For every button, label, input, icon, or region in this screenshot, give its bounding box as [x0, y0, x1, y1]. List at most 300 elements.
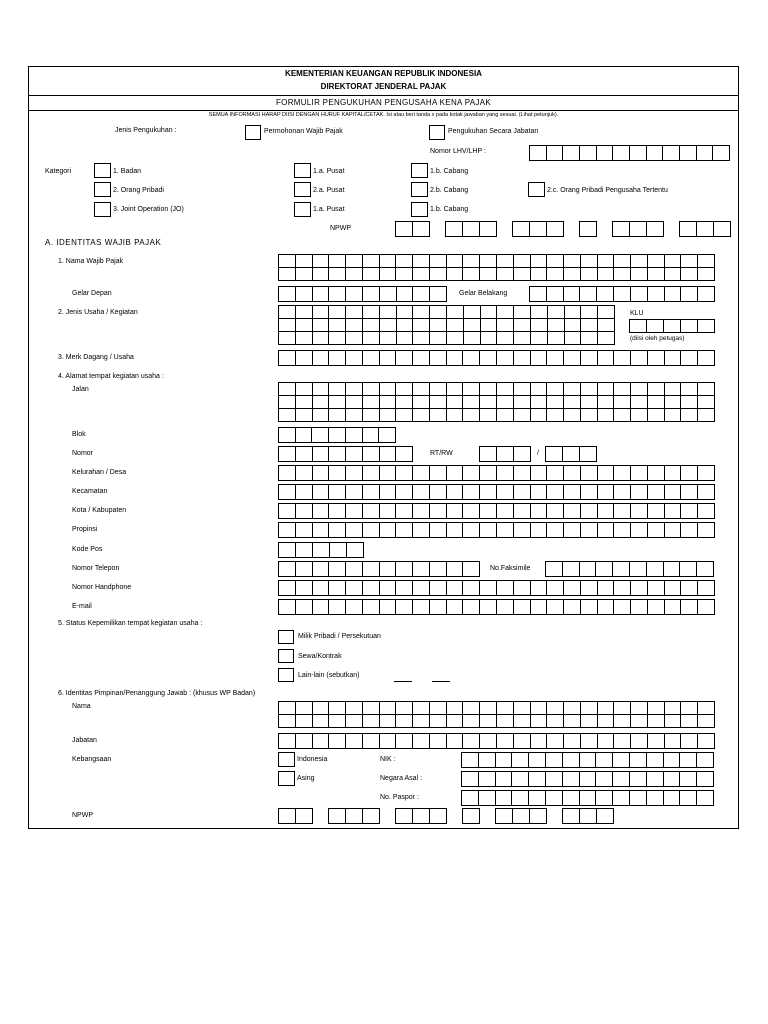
- char-box[interactable]: [630, 580, 648, 596]
- char-box[interactable]: [647, 382, 665, 396]
- char-box[interactable]: [562, 790, 580, 806]
- char-box[interactable]: [630, 701, 648, 715]
- char-box[interactable]: [529, 145, 547, 161]
- char-box[interactable]: [462, 484, 480, 500]
- nik-input[interactable]: [461, 752, 713, 767]
- char-box[interactable]: [395, 484, 413, 500]
- char-box[interactable]: [513, 503, 531, 519]
- char-box[interactable]: [564, 331, 582, 345]
- char-box[interactable]: [446, 599, 464, 615]
- char-box[interactable]: [630, 484, 648, 500]
- char-box[interactable]: [379, 395, 397, 409]
- char-box[interactable]: [580, 484, 598, 500]
- char-box[interactable]: [278, 331, 296, 345]
- char-box[interactable]: [362, 408, 380, 422]
- char-box[interactable]: [379, 580, 397, 596]
- char-box[interactable]: [630, 286, 648, 302]
- char-box[interactable]: [278, 733, 296, 749]
- char-box[interactable]: [680, 395, 698, 409]
- char-box[interactable]: [379, 331, 397, 345]
- cabang-1b-checkbox[interactable]: [411, 163, 428, 178]
- char-box[interactable]: [395, 580, 413, 596]
- char-box[interactable]: [647, 503, 665, 519]
- char-box[interactable]: [562, 145, 580, 161]
- char-box[interactable]: [379, 382, 397, 396]
- char-box[interactable]: [664, 395, 682, 409]
- char-box[interactable]: [697, 408, 715, 422]
- char-box[interactable]: [613, 382, 631, 396]
- char-box[interactable]: [395, 522, 413, 538]
- char-box[interactable]: [513, 484, 531, 500]
- char-box[interactable]: [278, 350, 296, 366]
- rt-input[interactable]: [479, 446, 530, 461]
- char-box[interactable]: [647, 701, 665, 715]
- milik-checkbox[interactable]: [278, 630, 294, 644]
- char-box[interactable]: [630, 395, 648, 409]
- char-box[interactable]: [562, 446, 580, 462]
- char-box[interactable]: [528, 752, 546, 768]
- char-box[interactable]: [312, 733, 330, 749]
- char-box[interactable]: [362, 701, 380, 715]
- char-box[interactable]: [295, 599, 313, 615]
- char-box[interactable]: [362, 561, 380, 577]
- char-box[interactable]: [396, 318, 414, 332]
- char-box[interactable]: [597, 714, 615, 728]
- char-box[interactable]: [278, 446, 296, 462]
- char-box[interactable]: [295, 350, 313, 366]
- char-box[interactable]: [462, 522, 480, 538]
- char-box[interactable]: [379, 701, 397, 715]
- char-box[interactable]: [412, 331, 430, 345]
- char-box[interactable]: [278, 580, 296, 596]
- char-box[interactable]: [429, 599, 447, 615]
- char-box[interactable]: [530, 503, 548, 519]
- char-box[interactable]: [379, 484, 397, 500]
- pusat-1a-jo-checkbox[interactable]: [294, 202, 311, 217]
- char-box[interactable]: [664, 503, 682, 519]
- email-input[interactable]: [278, 599, 714, 614]
- char-box[interactable]: [496, 408, 514, 422]
- char-box[interactable]: [446, 522, 464, 538]
- char-box[interactable]: [345, 286, 363, 302]
- char-box[interactable]: [278, 318, 296, 332]
- char-box[interactable]: [396, 331, 414, 345]
- nama-wp-input[interactable]: [278, 254, 714, 280]
- char-box[interactable]: [412, 465, 430, 481]
- char-box[interactable]: [663, 752, 681, 768]
- char-box[interactable]: [429, 701, 447, 715]
- char-box[interactable]: [563, 350, 581, 366]
- char-box[interactable]: [479, 267, 497, 281]
- char-box[interactable]: [496, 484, 514, 500]
- char-box[interactable]: [462, 599, 480, 615]
- paspor-input[interactable]: [461, 790, 713, 805]
- char-box[interactable]: [295, 733, 313, 749]
- char-box[interactable]: [345, 427, 363, 443]
- char-box[interactable]: [597, 350, 615, 366]
- char-box[interactable]: [630, 382, 648, 396]
- char-box[interactable]: [629, 319, 647, 333]
- char-box[interactable]: [564, 305, 582, 319]
- char-box[interactable]: [395, 350, 413, 366]
- char-box[interactable]: [412, 714, 430, 728]
- char-box[interactable]: [579, 790, 597, 806]
- char-box[interactable]: [680, 267, 698, 281]
- char-box[interactable]: [612, 752, 630, 768]
- char-box[interactable]: [429, 382, 447, 396]
- char-box[interactable]: [446, 408, 464, 422]
- char-box[interactable]: [412, 267, 430, 281]
- char-box[interactable]: [278, 408, 296, 422]
- char-box[interactable]: [345, 331, 363, 345]
- char-box[interactable]: [580, 305, 598, 319]
- char-box[interactable]: [446, 714, 464, 728]
- char-box[interactable]: [345, 503, 363, 519]
- char-box[interactable]: [664, 254, 682, 268]
- char-box[interactable]: [563, 465, 581, 481]
- npwp-input[interactable]: [512, 221, 563, 236]
- char-box[interactable]: [429, 395, 447, 409]
- char-box[interactable]: [412, 808, 430, 824]
- char-box[interactable]: [647, 267, 665, 281]
- jenis-usaha-input[interactable]: [278, 305, 614, 344]
- char-box[interactable]: [546, 286, 564, 302]
- pusat-2a-checkbox[interactable]: [294, 182, 311, 197]
- char-box[interactable]: [697, 733, 715, 749]
- char-box[interactable]: [278, 808, 296, 824]
- blok-input[interactable]: [278, 427, 395, 442]
- char-box[interactable]: [479, 701, 497, 715]
- char-box[interactable]: [697, 465, 715, 481]
- char-box[interactable]: [629, 752, 647, 768]
- char-box[interactable]: [664, 465, 682, 481]
- char-box[interactable]: [580, 522, 598, 538]
- char-box[interactable]: [278, 484, 296, 500]
- char-box[interactable]: [680, 382, 698, 396]
- char-box[interactable]: [563, 714, 581, 728]
- char-box[interactable]: [496, 382, 514, 396]
- char-box[interactable]: [395, 254, 413, 268]
- char-box[interactable]: [580, 599, 598, 615]
- char-box[interactable]: [462, 408, 480, 422]
- char-box[interactable]: [680, 484, 698, 500]
- char-box[interactable]: [496, 446, 514, 462]
- char-box[interactable]: [629, 221, 647, 237]
- char-box[interactable]: [697, 267, 715, 281]
- char-box[interactable]: [395, 446, 413, 462]
- char-box[interactable]: [278, 305, 296, 319]
- char-box[interactable]: [379, 733, 397, 749]
- char-box[interactable]: [295, 561, 313, 577]
- char-box[interactable]: [597, 733, 615, 749]
- char-box[interactable]: [664, 484, 682, 500]
- kode-pos-input[interactable]: [278, 542, 363, 557]
- char-box[interactable]: [680, 701, 698, 715]
- jabatan-input[interactable]: [278, 733, 714, 748]
- jabatan-checkbox[interactable]: [429, 125, 445, 140]
- char-box[interactable]: [647, 714, 665, 728]
- char-box[interactable]: [530, 701, 548, 715]
- char-box[interactable]: [511, 790, 529, 806]
- char-box[interactable]: [696, 221, 714, 237]
- char-box[interactable]: [597, 395, 615, 409]
- npwp-pimpinan-input[interactable]: [328, 808, 379, 823]
- merk-dagang-input[interactable]: [278, 350, 714, 365]
- char-box[interactable]: [629, 145, 647, 161]
- char-box[interactable]: [613, 465, 631, 481]
- char-box[interactable]: [479, 446, 497, 462]
- char-box[interactable]: [646, 221, 664, 237]
- char-box[interactable]: [312, 503, 330, 519]
- propinsi-input[interactable]: [278, 522, 714, 537]
- char-box[interactable]: [579, 145, 597, 161]
- char-box[interactable]: [462, 561, 480, 577]
- char-box[interactable]: [646, 771, 664, 787]
- char-box[interactable]: [395, 408, 413, 422]
- char-box[interactable]: [479, 580, 497, 596]
- char-box[interactable]: [647, 522, 665, 538]
- char-box[interactable]: [530, 254, 548, 268]
- char-box[interactable]: [295, 808, 313, 824]
- char-box[interactable]: [613, 484, 631, 500]
- char-box[interactable]: [596, 808, 614, 824]
- char-box[interactable]: [530, 465, 548, 481]
- gelar-belakang-input[interactable]: [529, 286, 714, 301]
- char-box[interactable]: [362, 522, 380, 538]
- badan-checkbox[interactable]: [94, 163, 111, 178]
- char-box[interactable]: [495, 808, 513, 824]
- asing-checkbox[interactable]: [278, 771, 295, 786]
- char-box[interactable]: [328, 382, 346, 396]
- char-box[interactable]: [345, 408, 363, 422]
- char-box[interactable]: [513, 318, 531, 332]
- char-box[interactable]: [546, 714, 564, 728]
- char-box[interactable]: [362, 286, 380, 302]
- char-box[interactable]: [647, 733, 665, 749]
- char-box[interactable]: [412, 701, 430, 715]
- char-box[interactable]: [664, 714, 682, 728]
- char-box[interactable]: [312, 714, 330, 728]
- char-box[interactable]: [462, 701, 480, 715]
- char-box[interactable]: [379, 408, 397, 422]
- char-box[interactable]: [395, 733, 413, 749]
- char-box[interactable]: [295, 484, 313, 500]
- char-box[interactable]: [680, 319, 698, 333]
- char-box[interactable]: [647, 580, 665, 596]
- cabang-1b-jo-checkbox[interactable]: [411, 202, 428, 217]
- char-box[interactable]: [328, 484, 346, 500]
- char-box[interactable]: [697, 714, 715, 728]
- char-box[interactable]: [597, 484, 615, 500]
- char-box[interactable]: [295, 580, 313, 596]
- char-box[interactable]: [496, 395, 514, 409]
- char-box[interactable]: [278, 522, 296, 538]
- char-box[interactable]: [647, 465, 665, 481]
- char-box[interactable]: [446, 382, 464, 396]
- char-box[interactable]: [446, 254, 464, 268]
- char-box[interactable]: [680, 580, 698, 596]
- char-box[interactable]: [328, 446, 346, 462]
- char-box[interactable]: [463, 305, 481, 319]
- char-box[interactable]: [513, 267, 531, 281]
- char-box[interactable]: [580, 331, 598, 345]
- char-box[interactable]: [562, 561, 580, 577]
- npwp-input[interactable]: [445, 221, 496, 236]
- char-box[interactable]: [530, 267, 548, 281]
- char-box[interactable]: [379, 286, 397, 302]
- char-box[interactable]: [429, 254, 447, 268]
- char-box[interactable]: [663, 790, 681, 806]
- char-box[interactable]: [613, 286, 631, 302]
- char-box[interactable]: [580, 408, 598, 422]
- kota-input[interactable]: [278, 503, 714, 518]
- char-box[interactable]: [312, 561, 330, 577]
- char-box[interactable]: [663, 561, 681, 577]
- char-box[interactable]: [312, 331, 330, 345]
- char-box[interactable]: [597, 318, 615, 332]
- char-box[interactable]: [597, 522, 615, 538]
- char-box[interactable]: [696, 145, 714, 161]
- nomor-input[interactable]: [278, 446, 412, 461]
- char-box[interactable]: [362, 318, 380, 332]
- char-box[interactable]: [496, 331, 514, 345]
- char-box[interactable]: [328, 561, 346, 577]
- char-box[interactable]: [295, 286, 313, 302]
- char-box[interactable]: [412, 286, 430, 302]
- char-box[interactable]: [513, 382, 531, 396]
- char-box[interactable]: [530, 599, 548, 615]
- char-box[interactable]: [462, 350, 480, 366]
- char-box[interactable]: [530, 522, 548, 538]
- char-box[interactable]: [546, 484, 564, 500]
- char-box[interactable]: [362, 254, 380, 268]
- char-box[interactable]: [697, 395, 715, 409]
- char-box[interactable]: [562, 771, 580, 787]
- char-box[interactable]: [429, 714, 447, 728]
- char-box[interactable]: [595, 752, 613, 768]
- char-box[interactable]: [395, 701, 413, 715]
- char-box[interactable]: [312, 318, 330, 332]
- char-box[interactable]: [446, 503, 464, 519]
- char-box[interactable]: [395, 808, 413, 824]
- char-box[interactable]: [379, 599, 397, 615]
- char-box[interactable]: [646, 145, 664, 161]
- char-box[interactable]: [512, 221, 530, 237]
- char-box[interactable]: [630, 254, 648, 268]
- char-box[interactable]: [345, 484, 363, 500]
- char-box[interactable]: [395, 382, 413, 396]
- char-box[interactable]: [412, 318, 430, 332]
- char-box[interactable]: [328, 286, 346, 302]
- char-box[interactable]: [379, 318, 397, 332]
- char-box[interactable]: [563, 286, 581, 302]
- nama-input[interactable]: [278, 701, 714, 727]
- char-box[interactable]: [295, 714, 313, 728]
- char-box[interactable]: [461, 752, 479, 768]
- char-box[interactable]: [429, 267, 447, 281]
- char-box[interactable]: [278, 382, 296, 396]
- char-box[interactable]: [278, 465, 296, 481]
- char-box[interactable]: [362, 267, 380, 281]
- char-box[interactable]: [563, 382, 581, 396]
- char-box[interactable]: [312, 446, 330, 462]
- char-box[interactable]: [395, 503, 413, 519]
- char-box[interactable]: [696, 771, 714, 787]
- char-box[interactable]: [396, 286, 414, 302]
- char-box[interactable]: [479, 395, 497, 409]
- char-box[interactable]: [664, 382, 682, 396]
- char-box[interactable]: [479, 382, 497, 396]
- npwp-input[interactable]: [612, 221, 663, 236]
- char-box[interactable]: [446, 484, 464, 500]
- char-box[interactable]: [563, 395, 581, 409]
- char-box[interactable]: [446, 395, 464, 409]
- char-box[interactable]: [479, 522, 497, 538]
- char-box[interactable]: [513, 599, 531, 615]
- char-box[interactable]: [446, 331, 464, 345]
- char-box[interactable]: [378, 427, 396, 443]
- char-box[interactable]: [379, 267, 397, 281]
- char-box[interactable]: [630, 599, 648, 615]
- char-box[interactable]: [446, 733, 464, 749]
- char-box[interactable]: [312, 580, 330, 596]
- char-box[interactable]: [513, 701, 531, 715]
- char-box[interactable]: [713, 221, 731, 237]
- char-box[interactable]: [528, 771, 546, 787]
- char-box[interactable]: [412, 221, 430, 237]
- char-box[interactable]: [429, 522, 447, 538]
- char-box[interactable]: [328, 395, 346, 409]
- char-box[interactable]: [496, 701, 514, 715]
- char-box[interactable]: [580, 254, 598, 268]
- char-box[interactable]: [596, 145, 614, 161]
- char-box[interactable]: [546, 145, 564, 161]
- char-box[interactable]: [328, 254, 346, 268]
- char-box[interactable]: [312, 599, 330, 615]
- char-box[interactable]: [664, 733, 682, 749]
- char-box[interactable]: [278, 561, 296, 577]
- char-box[interactable]: [529, 808, 547, 824]
- char-box[interactable]: [579, 808, 597, 824]
- npwp-pimpinan-input[interactable]: [562, 808, 613, 823]
- char-box[interactable]: [597, 465, 615, 481]
- char-box[interactable]: [345, 522, 363, 538]
- char-box[interactable]: [530, 484, 548, 500]
- char-box[interactable]: [429, 808, 447, 824]
- char-box[interactable]: [278, 599, 296, 615]
- char-box[interactable]: [412, 522, 430, 538]
- char-box[interactable]: [564, 318, 582, 332]
- npwp-input[interactable]: [579, 221, 596, 236]
- char-box[interactable]: [546, 382, 564, 396]
- char-box[interactable]: [295, 382, 313, 396]
- char-box[interactable]: [679, 771, 697, 787]
- char-box[interactable]: [496, 305, 514, 319]
- char-box[interactable]: [679, 561, 697, 577]
- char-box[interactable]: [664, 522, 682, 538]
- char-box[interactable]: [612, 561, 630, 577]
- char-box[interactable]: [513, 580, 531, 596]
- char-box[interactable]: [462, 465, 480, 481]
- char-box[interactable]: [328, 318, 346, 332]
- char-box[interactable]: [580, 350, 598, 366]
- char-box[interactable]: [295, 395, 313, 409]
- npwp-pimpinan-input[interactable]: [278, 808, 312, 823]
- char-box[interactable]: [395, 267, 413, 281]
- char-box[interactable]: [362, 331, 380, 345]
- char-box[interactable]: [696, 790, 714, 806]
- char-box[interactable]: [662, 145, 680, 161]
